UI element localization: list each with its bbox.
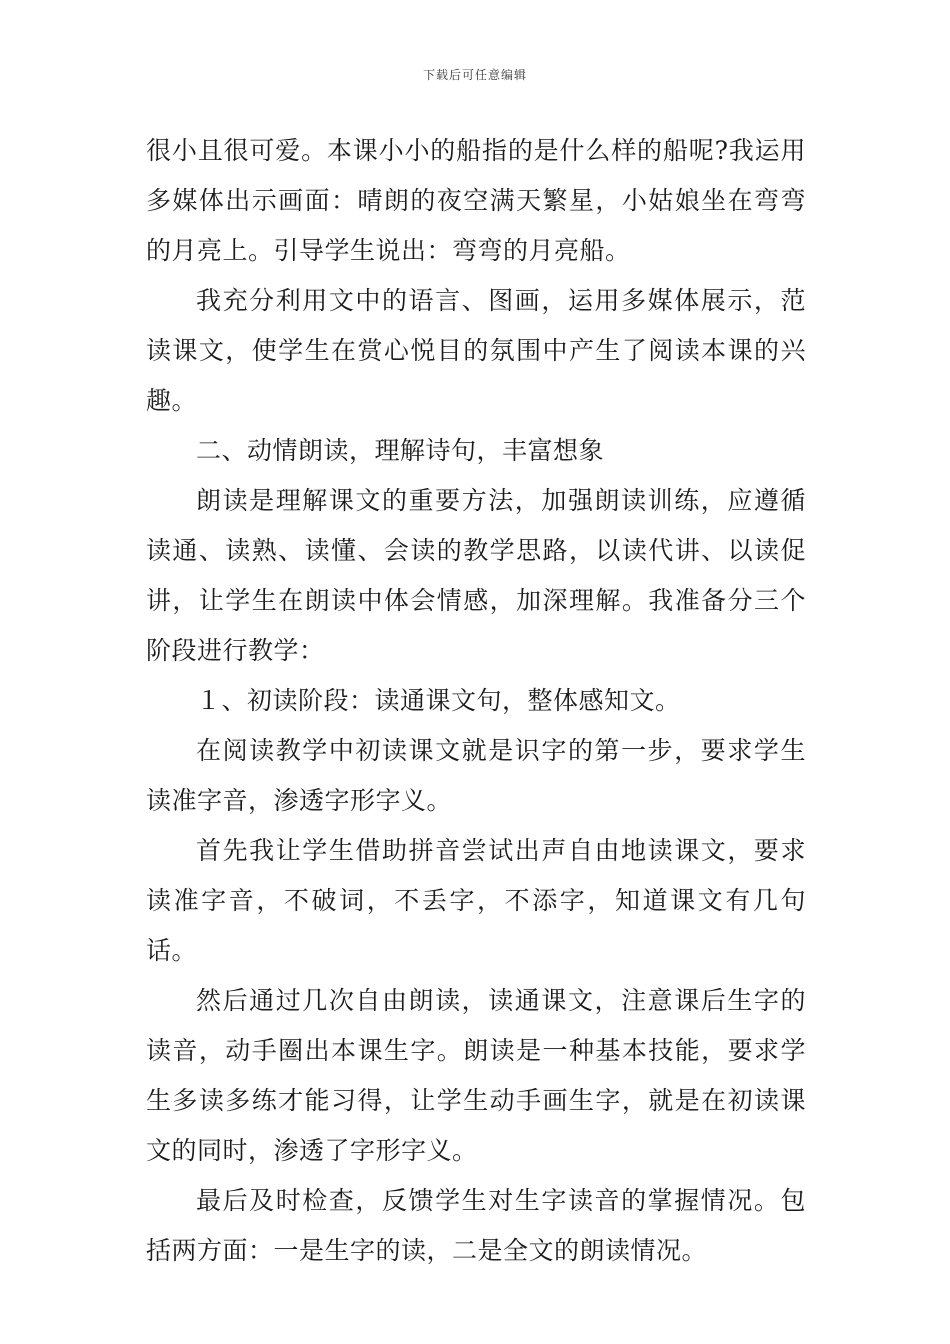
paragraph-2: 我充分利用文中的语言、图画，运用多媒体展示，范读课文，使学生在赏心悦目的氛围中产生了阅读本课的兴趣。: [146, 286, 806, 415]
paragraph-6: 然后通过几次自由朗读，读通课文，注意课后生字的读音，动手圈出本课生字。朗读是一种基本技能，要求学生多读多练才能习得，让学生动手画生字，就是在初读课文的同时，渗透了字形字义。: [146, 986, 806, 1165]
paragraph-7: 最后及时检查，反馈学生对生字读音的掌握情况。包括两方面：一是生字的读，二是全文的朗读情况。: [146, 1186, 806, 1265]
subsection-heading: １、初读阶段：读通课文句，整体感知文。: [196, 686, 681, 715]
paragraph-5: 首先我让学生借助拼音尝试出声自由地读课文，要求读准字音，不破词，不丢字，不添字，知道课文有几句话。: [146, 836, 806, 965]
paragraph-1: 很小且很可爱。本课小小的船指的是什么样的船呢?我运用多媒体出示画面：晴朗的夜空满天繁星，小姑娘坐在弯弯的月亮上。引导学生说出：弯弯的月亮船。: [146, 136, 806, 265]
section-heading: 二、动情朗读，理解诗句，丰富想象: [196, 436, 605, 465]
page-header: 下载后可任意编辑: [422, 68, 527, 82]
paragraph-3: 朗读是理解课文的重要方法，加强朗读训练，应遵循读通、读熟、读懂、会读的教学思路，以读代讲、以读促讲，让学生在朗读中体会情感，加深理解。我准备分三个阶段进行教学：: [146, 486, 806, 665]
paragraph-4: 在阅读教学中初读课文就是识字的第一步，要求学生读准字音，渗透字形字义。: [146, 736, 806, 815]
document-body: [146, 126, 806, 1276]
